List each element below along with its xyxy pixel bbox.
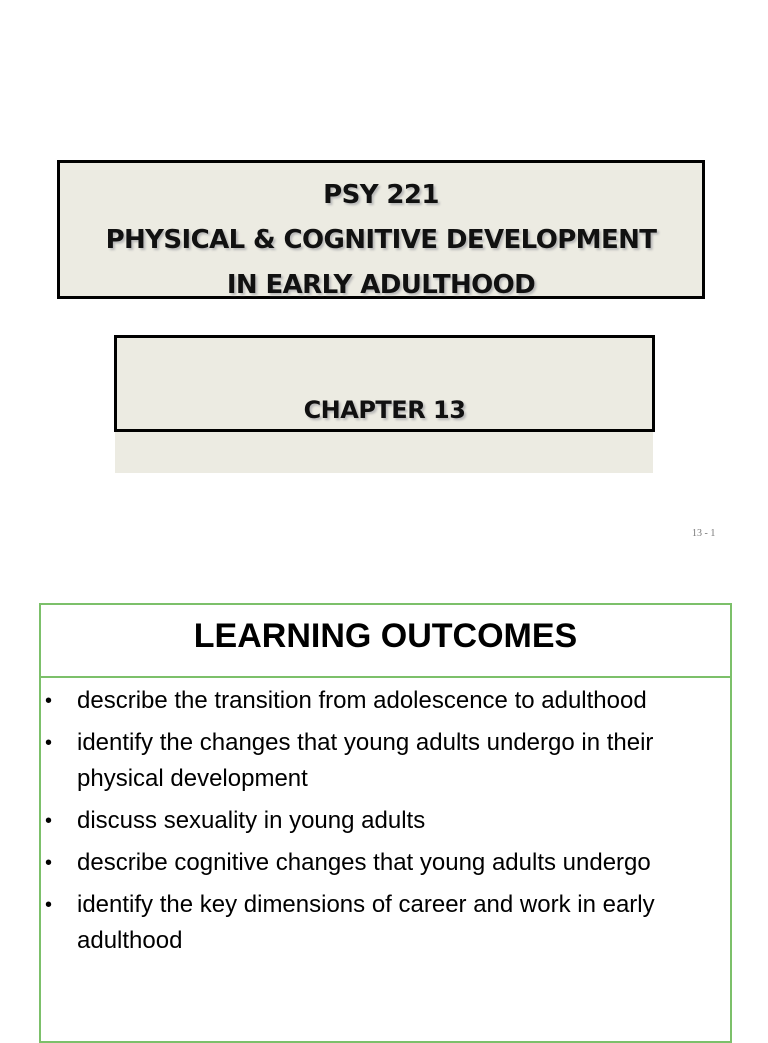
list-item	[41, 887, 730, 959]
list-item	[41, 845, 730, 881]
outcome-text: discuss sexuality in young adults	[77, 807, 426, 834]
title-box	[57, 160, 705, 299]
outcome-text: describe the transition from adolescence to adulthood	[77, 687, 647, 714]
bullet-icon: •	[45, 894, 53, 916]
outcome-text: identify the changes that young adults undergo in their physical development	[77, 729, 654, 792]
chapter-label: CHAPTER 13	[303, 396, 466, 424]
outcome-list	[41, 678, 730, 959]
slide-number: 13 - 1	[692, 528, 716, 539]
course-code: PSY 221	[323, 180, 439, 210]
list-item	[41, 803, 730, 839]
learning-outcomes-slide	[39, 603, 732, 1043]
chapter-box	[114, 335, 655, 432]
course-title-line-2: IN EARLY ADULTHOOD	[226, 270, 536, 300]
list-item	[41, 683, 730, 719]
outcome-text: describe cognitive changes that young adults undergo	[77, 849, 651, 876]
chapter-box-shadow	[115, 430, 653, 473]
list-item	[41, 725, 730, 797]
bullet-icon: •	[45, 852, 53, 874]
outcomes-header	[41, 605, 730, 678]
bullet-icon: •	[45, 810, 53, 832]
bullet-icon: •	[45, 690, 53, 712]
course-title-line-1: PHYSICAL & COGNITIVE DEVELOPMENT	[105, 225, 657, 255]
bullet-icon: •	[45, 732, 53, 754]
outcomes-title: LEARNING OUTCOMES	[193, 617, 578, 655]
outcome-text: identify the key dimensions of career and work in early adulthood	[77, 891, 655, 954]
